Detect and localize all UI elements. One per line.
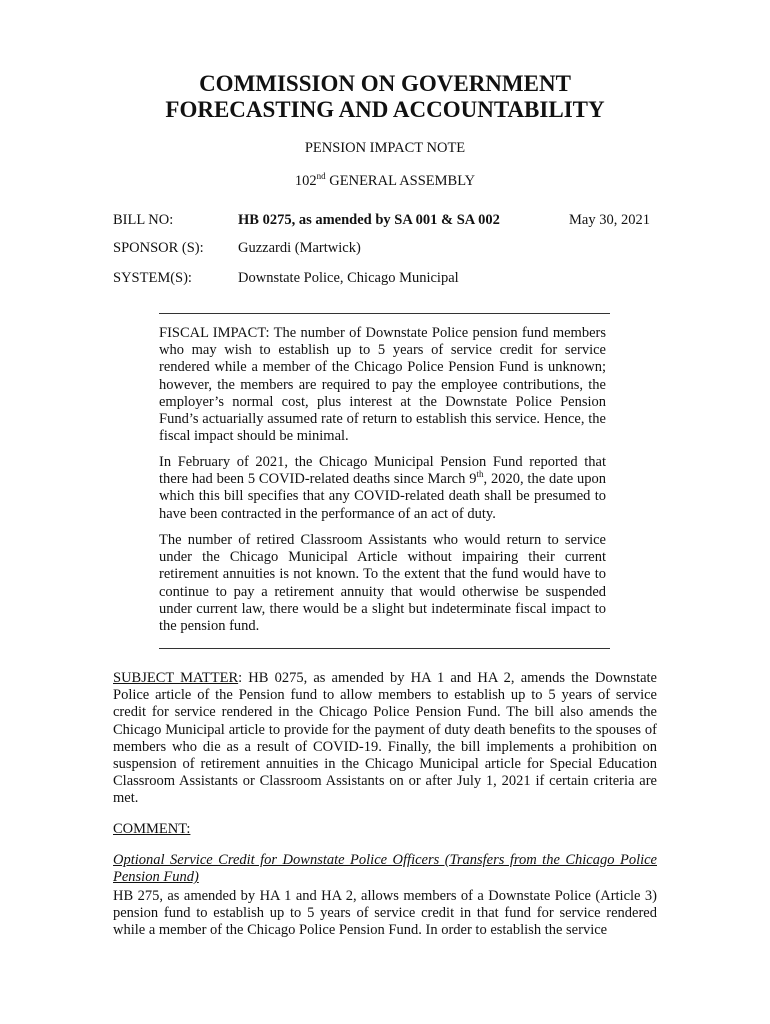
general-assembly <box>0 173 770 190</box>
covid-deaths-paragraph <box>159 454 606 523</box>
comment-label: COMMENT: <box>113 821 191 837</box>
covid-deaths-text-a: In February of 2021, the Chicago Municipal Pension Fund reported that there had been 5 COVID-related deaths since March 9 <box>159 454 606 488</box>
commission-title-line-1: COMMISSION ON GOVERNMENT <box>199 71 571 96</box>
system-value: Downstate Police, Chicago Municipal <box>238 270 459 286</box>
sponsor-label: SPONSOR (S): <box>113 240 204 256</box>
optional-service-credit-heading: Optional Service Credit for Downstate Police Officers (Transfers from the Chicago Police Pension Fund) <box>113 852 657 886</box>
covid-deaths-ordinal: th <box>476 469 484 480</box>
subject-matter-paragraph <box>113 670 657 808</box>
bill-date: May 30, 2021 <box>569 212 650 228</box>
sponsor-value: Guzzardi (Martwick) <box>238 240 361 256</box>
note-type: PENSION IMPACT NOTE <box>304 140 466 156</box>
subject-matter-text: : HB 0275, as amended by HA 1 and HA 2, amends the Downstate Police article of the Pension fund to allow members to establish up to 5 years of service credit for service rendered in the Chicago Police Pension Fund. The bill also amends the Chicago Municipal article to provide for the payment of duty death benefits to the spouses of members who die as a result of COVID-19. Finally, the bill implements a prohibition on suspension of retirement annuities in the Chicago Municipal article for Special Education Classroom Assistants or Classroom Assistants on or after July 1, 2021 if certain criteria are met. <box>113 670 657 807</box>
covid-deaths-text-b: , 2020, the date upon which this bill specifies that any COVID-related death shall be presumed to have been contracted in the performance of an act of duty. <box>159 471 606 522</box>
bill-no-label: BILL NO: <box>113 212 174 228</box>
fiscal-box-bottom-rule <box>159 648 610 649</box>
assembly-number: 102 <box>294 173 317 189</box>
bill-no-value: HB 0275, as amended by SA 001 & SA 002 <box>238 212 500 228</box>
classroom-assistants-paragraph: The number of retired Classroom Assistants who would return to service under the Chicago Municipal Article without impairing their current retirement annuities is not known. To the extent that the fund would have to continue to pay a retirement annuity that would otherwise be suspended under current law, there would be a slight but indeterminate fiscal impact to the pension fund. <box>159 532 606 635</box>
assembly-suffix: nd <box>316 171 326 182</box>
commission-title-line-2: FORECASTING AND ACCOUNTABILITY <box>165 97 605 122</box>
fiscal-impact-paragraph: FISCAL IMPACT: The number of Downstate Police pension fund members who may wish to establish up to 5 years of service credit for service rendered while a member of the Chicago Police Pension Fund is unknown; however, the members are required to pay the employee contributions, the employer’s normal cost, plus interest at the Downstate Police Pension Fund’s actuarially assumed rate of return to establish this service. Hence, the fiscal impact should be minimal. <box>159 325 606 445</box>
assembly-text: GENERAL ASSEMBLY <box>325 173 476 189</box>
subject-matter-label: SUBJECT MATTER <box>113 670 239 686</box>
fiscal-box-top-rule <box>159 313 610 314</box>
optional-service-credit-text: HB 275, as amended by HA 1 and HA 2, allows members of a Downstate Police (Article 3) pension fund to establish up to 5 years of service credit in that fund for service rendered while a member of the Chicago Police Pension Fund. In order to establish the service <box>113 888 657 939</box>
system-label: SYSTEM(S): <box>113 270 192 286</box>
